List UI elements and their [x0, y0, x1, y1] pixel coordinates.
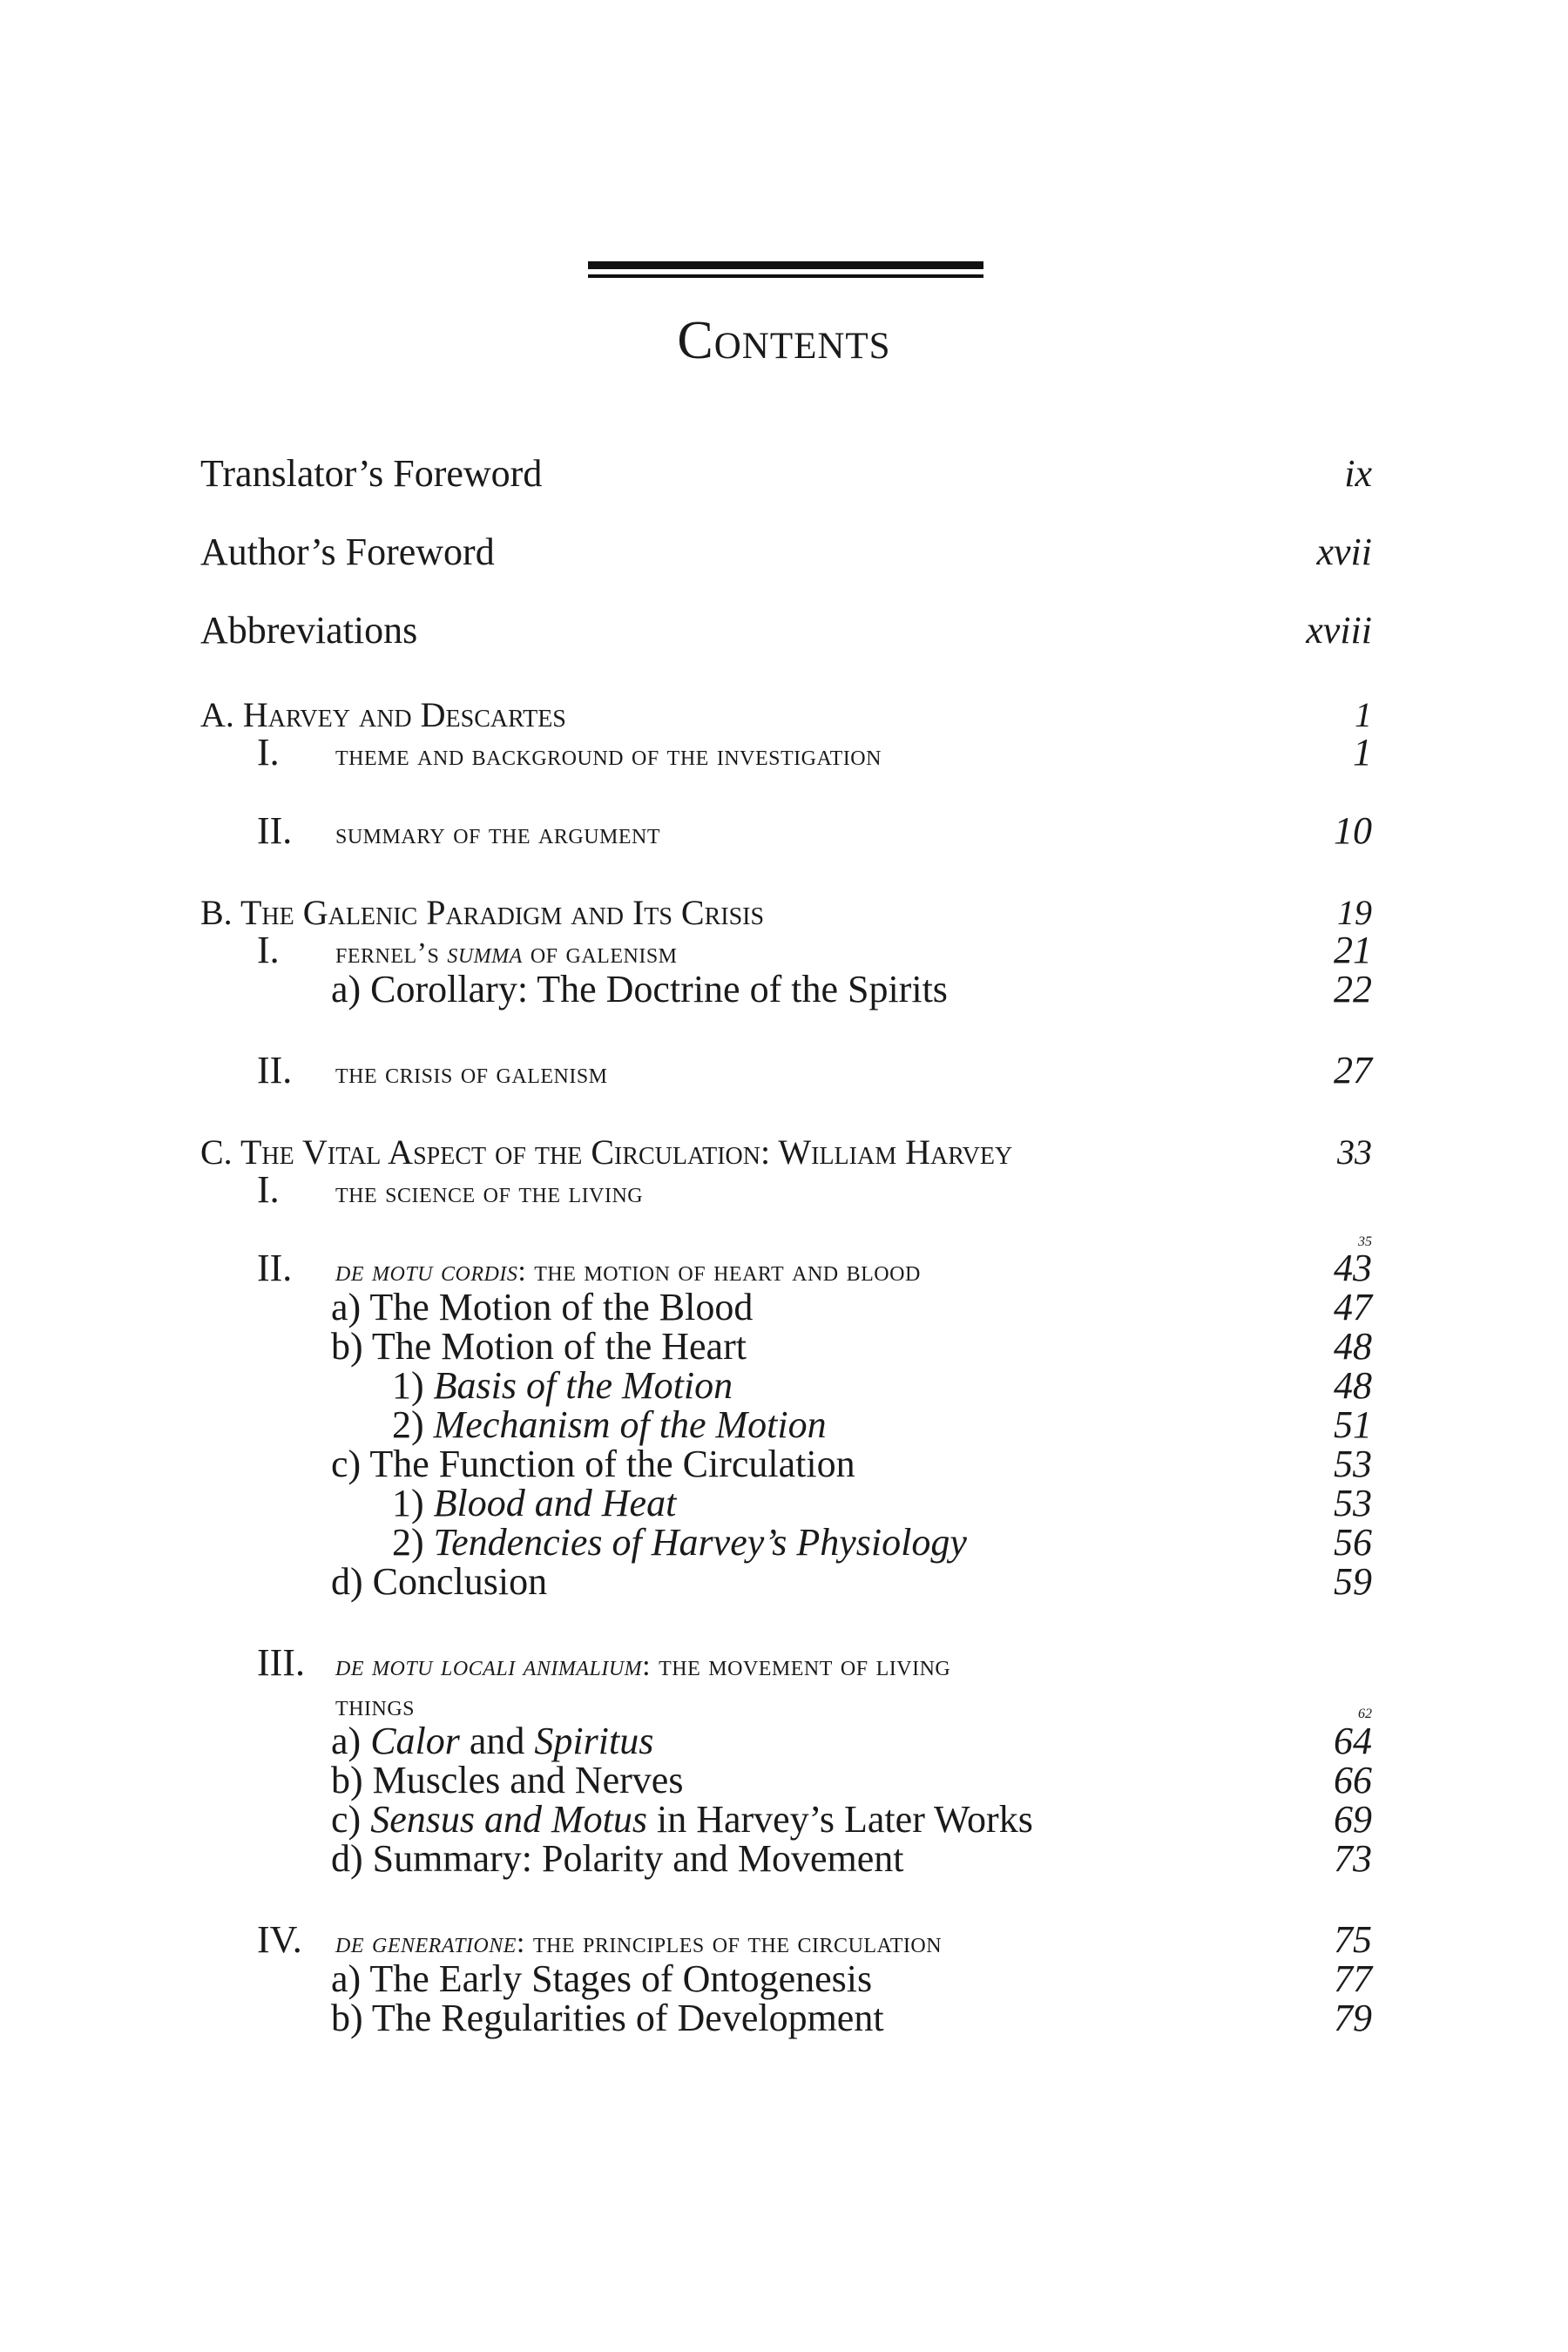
toc-page: 48	[1334, 1325, 1372, 1368]
toc-page: 62	[1358, 1707, 1372, 1721]
toc-label: c) The Function of the Circulation	[331, 1443, 855, 1485]
toc-section-c4a[interactable]	[331, 1958, 1372, 1998]
toc-label: the crisis of galenism	[335, 1058, 608, 1090]
toc-chapter-a1[interactable]	[257, 732, 1372, 772]
toc-label: d) Summary: Polarity and Movement	[331, 1837, 904, 1880]
toc-chapter-c1[interactable]	[257, 1169, 1372, 1209]
toc-chapter-b1[interactable]	[257, 929, 1372, 970]
toc-section-c2b[interactable]	[331, 1326, 1372, 1366]
toc-label-italic: Spiritus	[534, 1720, 654, 1762]
toc-label: the science of the living	[335, 1177, 644, 1209]
toc-page: 56	[1334, 1521, 1372, 1564]
toc-page: ix	[1344, 452, 1372, 495]
toc-page: 75	[1334, 1918, 1372, 1961]
toc-page: 69	[1334, 1798, 1372, 1841]
toc-part-a[interactable]	[200, 693, 1372, 733]
toc-number: II.	[257, 1049, 293, 1092]
toc-label-part: things	[335, 1690, 415, 1722]
toc-number: I.	[257, 731, 280, 774]
toc-label-italic: Blood and Heat	[433, 1482, 677, 1524]
toc-page: 66	[1334, 1759, 1372, 1801]
toc-subsection-c2c1[interactable]	[392, 1483, 1372, 1523]
toc-page: 33	[1337, 1132, 1372, 1172]
toc-page: 53	[1334, 1443, 1372, 1485]
toc-label: a) Corollary: The Doctrine of the Spirits	[331, 968, 948, 1010]
toc-page: 1	[1353, 731, 1372, 774]
toc-label-part: : the movement of living	[642, 1650, 951, 1682]
toc-label: Translator’s Foreword	[200, 452, 543, 495]
page-title: Contents	[677, 311, 891, 370]
toc-page: 43	[1334, 1247, 1372, 1289]
toc-section-c3c[interactable]	[331, 1799, 1372, 1839]
toc-part-c[interactable]	[200, 1130, 1372, 1170]
toc-number: 2)	[392, 1403, 424, 1446]
toc-number: 1)	[392, 1482, 424, 1524]
toc-number: 2)	[392, 1521, 424, 1564]
toc-entry-translators-foreword[interactable]	[200, 453, 1372, 493]
toc-page: xvii	[1316, 531, 1372, 573]
toc-page: 73	[1334, 1837, 1372, 1880]
toc-label-part: fernel’s	[335, 937, 448, 970]
toc-chapter-c4[interactable]	[257, 1919, 1372, 1959]
toc-subsection-c2b1[interactable]	[392, 1365, 1372, 1405]
toc-page: 21	[1334, 929, 1372, 971]
toc-chapter-c2[interactable]	[257, 1247, 1372, 1288]
toc-entry-authors-foreword[interactable]	[200, 531, 1372, 571]
toc-number: I.	[257, 1168, 280, 1211]
toc-label-part: : the motion of heart and blood	[517, 1255, 921, 1288]
toc-number: IV.	[257, 1918, 302, 1961]
toc-label: a) The Early Stages of Ontogenesis	[331, 1957, 873, 2000]
toc-page: 1	[1355, 695, 1372, 734]
toc-page: 51	[1334, 1403, 1372, 1446]
toc-number: II.	[257, 1247, 293, 1289]
toc-page: 79	[1334, 1997, 1372, 2039]
toc-label: Abbreviations	[200, 609, 418, 652]
toc-label-part: c)	[331, 1798, 371, 1841]
toc-label-part: a)	[331, 1720, 371, 1762]
toc-part-b[interactable]	[200, 890, 1372, 930]
toc-label-italic: Sensus and Motus	[370, 1798, 647, 1841]
toc-label-italic: summa	[447, 937, 523, 970]
toc-page: 22	[1334, 968, 1372, 1010]
toc-number: III.	[257, 1641, 305, 1684]
toc-section-c2a[interactable]	[331, 1287, 1372, 1327]
toc-page: 10	[1334, 809, 1372, 852]
toc-chapter-c3-continued[interactable]	[335, 1681, 1372, 1721]
toc-label-italic: de motu locali animalium	[335, 1650, 643, 1682]
toc-page: xviii	[1306, 609, 1372, 652]
toc-label-italic: Mechanism of the Motion	[433, 1403, 827, 1446]
toc-section-b1a[interactable]	[331, 969, 1372, 1009]
toc-label: summary of the argument	[335, 818, 661, 850]
toc-page: 19	[1337, 893, 1372, 932]
toc-label: B. The Galenic Paradigm and Its Crisis	[200, 893, 765, 932]
toc-number: II.	[257, 809, 293, 852]
toc-page: 47	[1334, 1286, 1372, 1328]
toc-number: I.	[257, 929, 280, 971]
toc-label-italic: Tendencies of Harvey’s Physiology	[433, 1521, 967, 1564]
toc-label-part: in Harvey’s Later Works	[646, 1798, 1033, 1841]
toc-chapter-c3[interactable]	[257, 1642, 1372, 1682]
toc-label: C. The Vital Aspect of the Circulation: William Harvey	[200, 1132, 1013, 1172]
toc-chapter-c1-page[interactable]	[200, 1209, 1372, 1249]
toc-subsection-c2b2[interactable]	[392, 1404, 1372, 1444]
toc-section-c3a[interactable]	[331, 1720, 1372, 1761]
toc-label: b) The Regularities of Development	[331, 1997, 884, 2039]
toc-label-part: and	[459, 1720, 535, 1762]
toc-section-c3d[interactable]	[331, 1838, 1372, 1878]
toc-label-italic: de motu cordis	[335, 1255, 518, 1288]
toc-label: Author’s Foreword	[200, 531, 495, 573]
toc-chapter-a2[interactable]	[257, 810, 1372, 850]
toc-subsection-c2c2[interactable]	[392, 1522, 1372, 1562]
toc-entry-abbreviations[interactable]	[200, 610, 1372, 650]
toc-page: 53	[1334, 1482, 1372, 1524]
toc-label: A. Harvey and Descartes	[200, 695, 566, 734]
toc-label-italic: de generatione	[335, 1927, 517, 1959]
toc-page: 27	[1334, 1049, 1372, 1092]
toc-label: b) Muscles and Nerves	[331, 1759, 684, 1801]
toc-label: a) The Motion of the Blood	[331, 1286, 754, 1328]
toc-page: 64	[1334, 1720, 1372, 1762]
toc-label-italic: Calor	[370, 1720, 460, 1762]
toc-label-part: of galenism	[522, 937, 678, 970]
toc-page: 77	[1334, 1957, 1372, 2000]
toc-chapter-b2[interactable]	[257, 1050, 1372, 1090]
toc-page: 59	[1334, 1560, 1372, 1603]
toc-number: 1)	[392, 1364, 424, 1407]
toc-label: theme and background of the investigation	[335, 740, 882, 772]
toc-section-c2c[interactable]	[331, 1443, 1372, 1484]
toc-section-c3b[interactable]	[331, 1760, 1372, 1800]
toc-section-c2d[interactable]	[331, 1561, 1372, 1601]
toc-label: d) Conclusion	[331, 1560, 548, 1603]
toc-label: b) The Motion of the Heart	[331, 1325, 747, 1368]
toc-label-part: : the principles of the circulation	[516, 1927, 943, 1959]
toc-label-italic: Basis of the Motion	[433, 1364, 733, 1407]
toc-section-c4b[interactable]	[331, 1997, 1372, 2038]
toc-page: 35	[1358, 1234, 1372, 1249]
toc-page: 48	[1334, 1364, 1372, 1407]
